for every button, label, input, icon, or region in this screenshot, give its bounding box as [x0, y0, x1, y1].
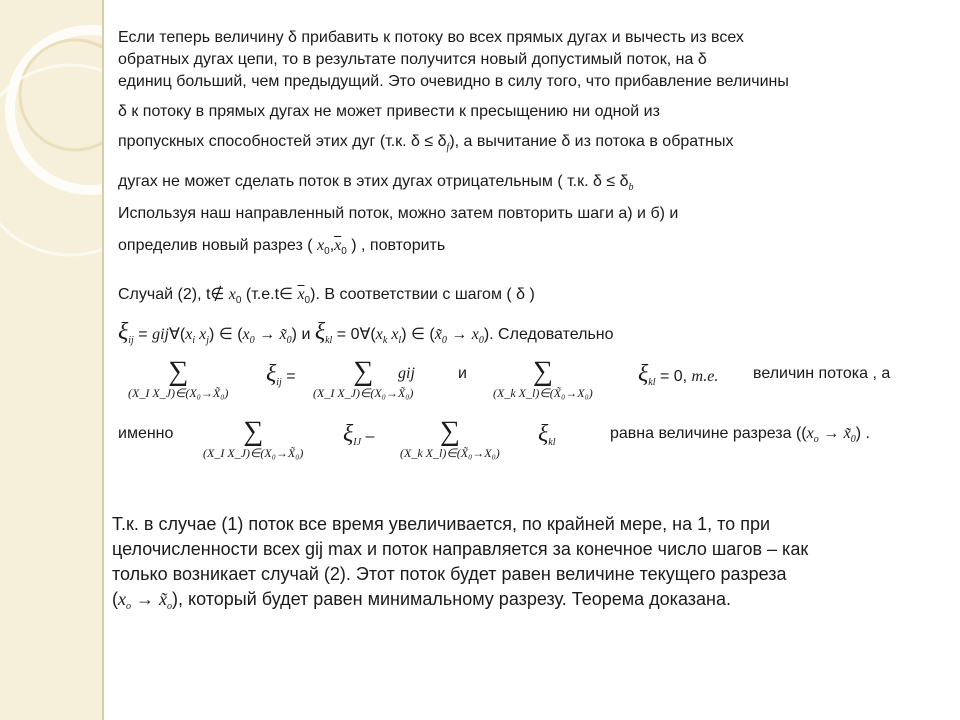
sum-3-term: $\xi_{kl} = 0$, т.е. [638, 361, 719, 388]
p2-line4: ($x_o$ → $x̃_o$), который будет равен минимальному разрезу. Теорема доказана. [112, 589, 731, 612]
x0-bar: $\overline{x}$ [334, 237, 342, 254]
sum-1-term: $\xi_{ij}$ = [266, 361, 296, 388]
sum-4: ∑ (X_I X_J)∈(X₀→X̃₀) [203, 416, 304, 460]
sum-tail: величин потока , а [753, 365, 891, 382]
sum-and: и [458, 365, 467, 382]
p1-line4: δ к потоку в прямых дугах не может привести к пресыщению ни одной из [118, 103, 660, 120]
x0-a: x [317, 237, 325, 254]
case2-equation: $\xi_{ij}$ = $gij\forall(x_i$ $x_j$) ∈ ($x_0$ → $x̃_0$) и $\xi_{kl}$ = $0\forall(x_k$ $x_l$) ∈ $(x̃_0 \to x_0)$. Следовательно [118, 319, 614, 346]
sum-5: ∑ (X_k X_l)∈(X̃₀→X₀) [400, 416, 500, 460]
p1-line1: Если теперь величину δ прибавить к потоку во всех прямых дугах и вычесть из всех [118, 29, 744, 46]
sidebar-divider [102, 0, 104, 720]
p2-line3: только возникает случай (2). Этот поток будет равен величине текущего разреза [112, 564, 787, 584]
name-start: именно [118, 425, 174, 442]
decorative-sidebar [0, 0, 103, 720]
decorative-circles [0, 0, 103, 720]
p1-line8: определив новый разрез ( $x_0,\overline{x}_0$ ) , повторить [118, 237, 446, 257]
p1-line5-text: пропускных способностей этих дуг (т.к. δ ≤ δ [118, 133, 447, 150]
p2-line1: Т.к. в случае (1) поток все время увеличивается, по крайней мере, на 1, то при [112, 514, 771, 534]
p1-line5 [118, 132, 733, 158]
paragraph-2 [112, 512, 957, 619]
p2-line2: целочисленности всех gij max и поток направляется за конечное число шагов – как [112, 539, 809, 559]
sum-1: ∑ (X_I X_J)∈(X₀→X̃₀) [128, 356, 229, 400]
p1-line6 [118, 172, 633, 198]
sum-3: ∑ (X_k X_l)∈(X̃₀→X₀) [493, 356, 593, 400]
sum-2: ∑ (X_I X_J)∈(X₀→X̃₀) [313, 356, 414, 400]
sub-b: b [628, 182, 634, 193]
case2-intro: Случай (2), t∉ $x_0$ (т.е.t∈ $\overline{x}_0$). В соответствии с шагом ( δ ) [118, 286, 535, 306]
p1-line2: обратных дугах цепи, то в результате получится новый допустимый поток, на δ [118, 51, 707, 68]
p1-line7: Используя наш направленный поток, можно затем повторить шаги а) и б) и [118, 205, 679, 222]
p1-line5-tail: ), а вычитание δ из потока в обратных [449, 133, 734, 150]
p1-line3: единиц больший, чем предыдущий. Это очевидно в силу того, что прибавление величины [118, 73, 789, 90]
sum-4-term: $\xi_{IJ}$ – [343, 421, 375, 448]
name-tail: равна величине разреза (($x_o$ → $x̃_0$) . [610, 425, 870, 445]
sub-f: f [446, 142, 450, 153]
sum-2-term: gij [398, 365, 415, 382]
sum-5-term: $\xi_{kl}$ [538, 421, 556, 448]
p1-line6-text: дугах не может сделать поток в этих дугах отрицательным ( т.к. δ ≤ δ [118, 173, 629, 190]
p1-line8-tail: ) , повторить [351, 237, 446, 254]
p1-line8-text: определив новый разрез ( [118, 237, 313, 254]
